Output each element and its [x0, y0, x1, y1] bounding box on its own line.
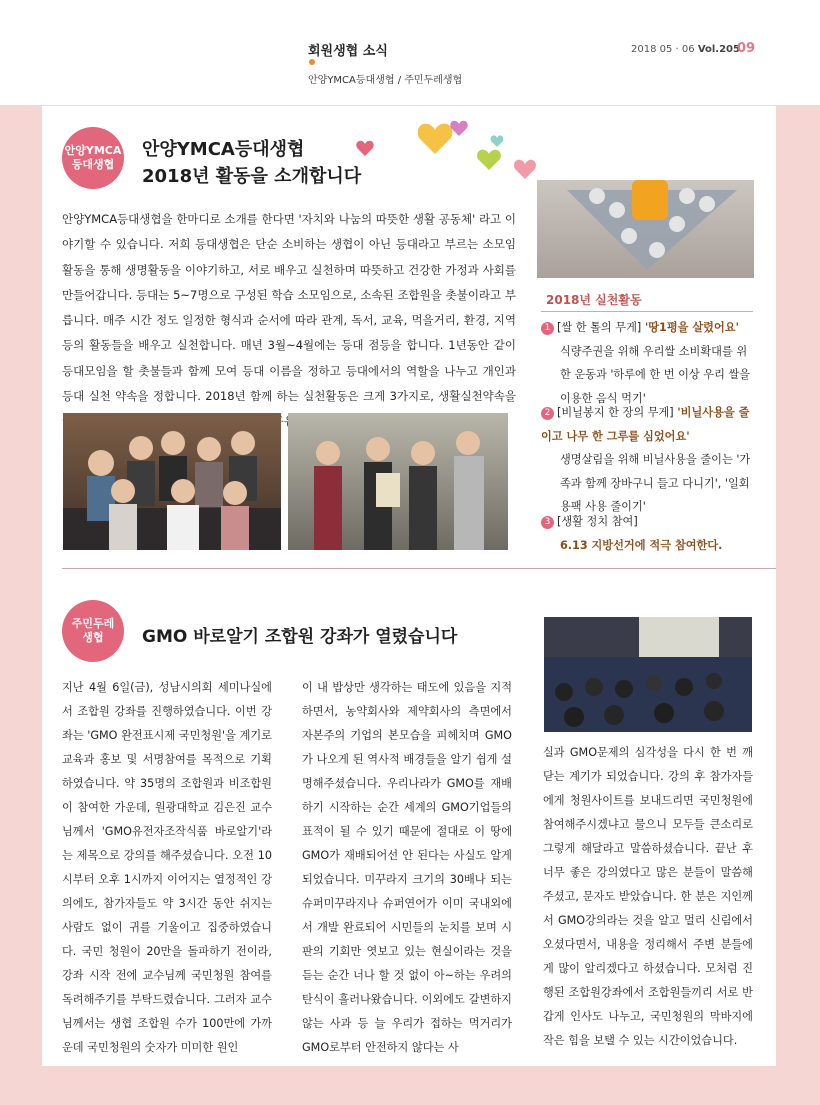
activity-headline: '비닐사용을 줄이고 나무 한 그루를 심었어요' [541, 406, 750, 443]
activity-item [541, 510, 757, 557]
heart-icon [514, 160, 536, 179]
activity-headline: '땅1평을 살렸어요' [644, 321, 739, 334]
activity-tag: [비닐봉지 한 장의 무게] [557, 406, 674, 419]
candles-photo [537, 180, 754, 278]
group-photo-2 [288, 413, 508, 550]
group-photo-1 [63, 413, 281, 550]
badge-jumin-dure: 주민두레 생협 [62, 600, 124, 662]
heart-icon [450, 121, 467, 136]
page-header [0, 0, 820, 105]
activity-tag: [쌀 한 톨의 무게] [557, 321, 642, 334]
article2-col2: 이 내 밥상만 생각하는 태도에 있음을 지적하면서, 농약회사와 제약회사의 측면에서 자본주의 기업의 본모습을 피헤치며 GMO가 나오게 된 역사적 배경들을 알기 쉽게 설명해주셨습니다. 우리나라가 GMO를 재배하기 시작하는 순간 세계의 GMO기업들의 표적이 될 수 있기 때문에 절대로 이 땅에 GMO가 재배되어선 안 된다는 사실도 알게 되었습니다. 미꾸라지 크기의 30배나 되는 슈퍼미꾸라지나 슈퍼연어가 이미 국내외에서 개발 완료되어 시민들의 눈치를 보며 시판의 기회만 엿보고 있는 현실이라는 것을 듣는 순간 너나 할 것 없이 아~하는 우려의 탄식이 흘러나왔습니다. 이외에도 갈변하지 않는 사과 등 늘 우리가 접하는 먹거리가 GMO로부터 안전하지 않다는 사 [302, 681, 512, 1054]
date-text: 2018 05 · 06 [631, 44, 695, 55]
heart-icon [491, 135, 504, 147]
section-divider [62, 568, 776, 569]
activity-item [541, 401, 757, 519]
page-number: 09 [737, 41, 756, 56]
article1-body: 안양YMCA등대생협을 한마디로 소개를 한다면 '자치와 나눔의 따뜻한 생활 공동체' 라고 이야기할 수 있습니다. 저희 등대생협은 단순 소비하는 생협이 아닌 등대라고 부르는 소모임 활동을 통해 생명활동을 이야기하고, 서로 배우고 실천하며 따뜻하고 건강한 가정과 사회를 만들어갑니다. 등대는 5~7명으로 구성된 학습 소모임으로, 소속된 조합원을 촛불이라고 부릅니다. 매주 시간 정도 일정한 형식과 순서에 따라 관계, 독서, 교육, 먹을거리, 환경, 지역 등의 활동들을 배우고 실천합니다. 매년 3월~4월에는 등대 점등을 합니다. 1년동안 같이 등대모임을 할 촛불들과 함께 모여 등대 이름을 정하고 등대에서의 역할을 나누고 개인과 등대 실천 약속을 정합니다. 2018년 함께 하는 실천활동은 크게 3가지로, 생활실천약속을 [62, 212, 516, 404]
activity-desc: 생명살림을 위해 비닐사용을 줄이는 '가족과 함께 장바구니 들고 다니기', '일회용팩 사용 줄이기' [560, 453, 751, 513]
volume-text: Vol.205 [697, 44, 740, 55]
activity-headline: 6.13 지방선거에 적극 참여한다. [560, 538, 723, 552]
activities-title: 2018년 실천활동 [546, 293, 642, 307]
article1-title-line2: 2018년 활동을 소개합니다 [142, 166, 362, 187]
article2-col1: 지난 4월 6일(금), 성남시의회 세미나실에서 조합원 강좌를 진행하였습니다. 이번 강좌는 'GMO 완전표시제 국민청원'을 계기로 교육과 홍보 및 서명참여를 목적으로 기획하였습니다. 약 35명의 조합원과 비조합원이 참여한 가운데, 원광대학교 김은진 교수님께서 'GMO유전자조작식품 바로알기'라는 제목으로 강의를 해주셨습니다. 오전 10시부터 오후 1시까지 이어지는 열정적인 강의에도, 참가자들도 약 3시간 동안 쉬지는 사람도 없이 귀를 기울이고 집중하였습니다. 국민 청원이 20만을 돌파하기 전이라, 강좌 시작 전에 교수님께 국민청원 참여를 독려해주기를 부탁드렸습니다. 그러자 교수님께서는 생협 조합원 수가 100만에 가까운데 국민청원의 숫자가 미미한 원인 [62, 681, 272, 1054]
section-subtitle: 안양YMCA등대생협 / 주민두레생협 [308, 75, 463, 86]
hearts-decoration [355, 110, 555, 190]
article2-title: GMO 바로알기 조합원 강좌가 열렸습니다 [142, 627, 458, 647]
issue-date [631, 44, 740, 55]
orange-dot [309, 59, 315, 65]
number-badge: 2 [541, 407, 554, 420]
activity-desc: 식량주권을 위해 우리쌀 소비확대를 위한 운동과 '하루에 한 번 이상 우리 쌀을 이용한 음식 먹기' [560, 344, 751, 405]
lecture-photo [544, 617, 752, 732]
article1-title-line1: 안양YMCA등대생협 [142, 139, 305, 160]
heart-icon [477, 150, 501, 170]
activity-tag: [생활 정치 참여] [557, 515, 638, 528]
badge-anyang-ymca: 안양YMCA 등대생협 [62, 127, 124, 189]
heart-icon [356, 141, 373, 156]
section-title: 회원생협 소식 [308, 44, 388, 59]
article2-col3: 실과 GMO문제의 심각성을 다시 한 번 깨닫는 계기가 되었습니다. 강의 후 참가자들에게 청원사이트를 보내드리면 국민청원에 참여해주시겠냐고 물으니 모두들 큰소리로 그렇게 해달라고 말씀하셨습니다. 끝난 후 너무 좋은 강의였다고 많은 분들이 말씀해 주셨고, 문자도 받았습니다. 한 분은 지인께서 GMO강의라는 것을 알고 멀리 신림에서 오셨다면서, 내용을 정리해서 주변 분들에게 많이 알리겠다고 하셨습니다. 모처럼 진행된 조합원강좌에서 조합원들끼리 서로 반갑게 인사도 나누고, 국민청원의 막바지에 작은 힘을 보탤 수 있는 시간이었습니다. [543, 746, 753, 1047]
activity-item [541, 316, 757, 410]
heart-icon [418, 124, 453, 154]
number-badge: 3 [541, 516, 554, 529]
activities-rule [541, 311, 753, 312]
number-badge: 1 [541, 322, 554, 335]
